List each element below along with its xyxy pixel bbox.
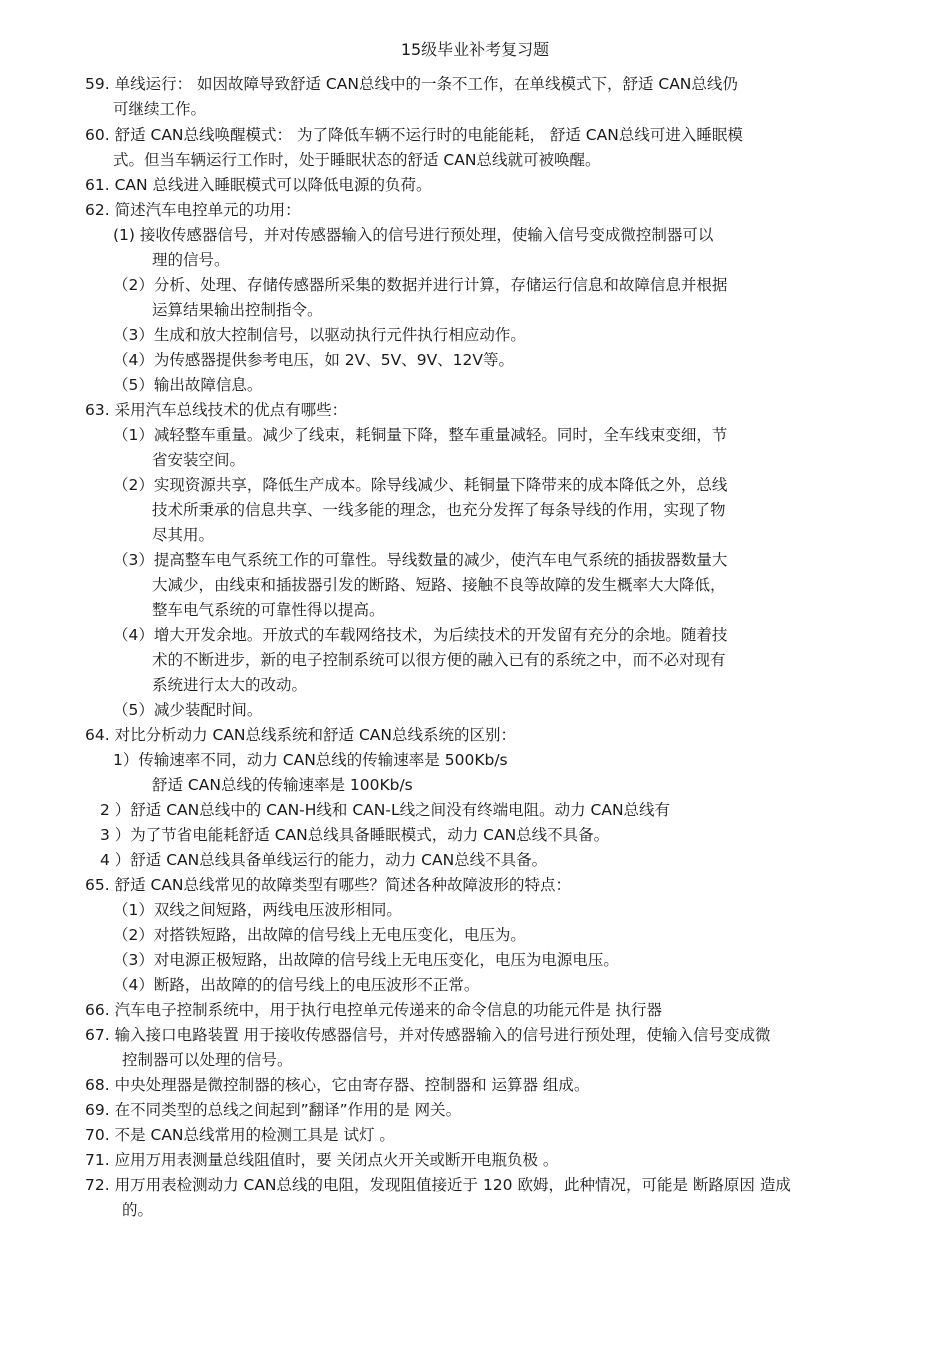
text-line: 65. 舒适 CAN总线常见的故障类型有哪些？简述各种故障波形的特点： (85, 876, 572, 894)
text-line: 68. 中央处理器是微控制器的核心，它由寄存器、控制器和 运算器 组成。 (85, 1076, 590, 1094)
text-line: 66. 汽车电子控制系统中，用于执行电控单元传递来的命令信息的功能元件是 执行器 (85, 1001, 663, 1019)
text-line: (1) 接收传感器信号，并对传感器输入的信号进行预处理，使输入信号变成微控制器可以 (113, 226, 714, 244)
text-line: 技术所秉承的信息共享、一线多能的理念，也充分发挥了每条导线的作用，实现了物 (152, 501, 726, 519)
text-line: 59. 单线运行： 如因故障导致舒适 CAN总线中的一条不工作，在单线模式下，舒适 CAN总线仍 (85, 75, 738, 93)
text-line: （5）减少装配时间。 (113, 701, 263, 719)
text-line: 省安装空间。 (152, 451, 246, 469)
text-line: 系统进行太大的改动。 (152, 676, 308, 694)
text-line: （5）输出故障信息。 (113, 376, 263, 394)
text-line: 控制器可以处理的信号。 (122, 1051, 293, 1069)
text-line: 整车电气系统的可靠性得以提高。 (152, 601, 385, 619)
text-line: （1）双线之间短路，两线电压波形相同。 (113, 901, 402, 919)
text-line: （2）分析、处理、存储传感器所采集的数据并进行计算，存储运行信息和故障信息并根据 (113, 276, 728, 294)
text-line: （1）减轻整车重量。减少了线束，耗铜量下降，整车重量减轻。同时，全车线束变细，节 (113, 426, 728, 444)
text-line: 式。但当车辆运行工作时，处于睡眠状态的舒适 CAN总线就可被唤醒。 (113, 151, 601, 169)
text-line: 尽其用。 (152, 526, 215, 544)
text-line: 60. 舒适 CAN总线唤醒模式： 为了降低车辆不运行时的电能能耗， 舒适 CAN总线可进入睡眠模 (85, 126, 743, 144)
text-line: 2 ）舒适 CAN总线中的 CAN-H线和 CAN-L线之间没有终端电阻。动力 CAN总线有 (100, 801, 671, 819)
text-line: 63. 采用汽车总线技术的优点有哪些： (85, 401, 348, 419)
text-line: （3）生成和放大控制信号，以驱动执行元件执行相应动作。 (113, 326, 526, 344)
text-line: （3）对电源正极短路，出故障的信号线上无电压变化，电压为电源电压。 (113, 951, 619, 969)
text-line: 3 ）为了节省电能耗舒适 CAN总线具备睡眠模式，动力 CAN总线不具备。 (100, 826, 610, 844)
text-line: 术的不断进步，新的电子控制系统可以很方便的融入已有的系统之中，而不必对现有 (152, 651, 726, 669)
text-line: 61. CAN 总线进入睡眠模式可以降低电源的负荷。 (85, 176, 432, 194)
text-line: （4）增大开发余地。开放式的车载网络技术，为后续技术的开发留有充分的余地。随着技 (113, 626, 728, 644)
text-line: 72. 用万用表检测动力 CAN总线的电阻，发现阻值接近于 120 欧姆，此种情况，可能是 断路原因 造成 (85, 1176, 791, 1194)
page-title: 15级毕业补考复习题 (400, 40, 550, 59)
text-line: 的。 (122, 1201, 154, 1219)
text-line: 理的信号。 (152, 251, 230, 269)
text-line: （3）提高整车电气系统工作的可靠性。导线数量的减少，使汽车电气系统的插拔器数量大 (113, 551, 728, 569)
text-line: 1）传输速率不同，动力 CAN总线的传输速率是 500Kb/s (113, 751, 508, 769)
text-line: （2）实现资源共享，降低生产成本。除导线减少、耗铜量下降带来的成本降低之外，总线 (113, 476, 728, 494)
text-line: 67. 输入接口电路装置 用于接收传感器信号，并对传感器输入的信号进行预处理，使输入信号变成微 (85, 1026, 771, 1044)
text-line: 可继续工作。 (113, 100, 207, 118)
text-line: 64. 对比分析动力 CAN总线系统和舒适 CAN总线系统的区别： (85, 726, 516, 744)
text-line: （4）为传感器提供参考电压，如 2V、5V、9V、12V等。 (113, 351, 515, 369)
text-line: 4 ）舒适 CAN总线具备单线运行的能力，动力 CAN总线不具备。 (100, 851, 548, 869)
text-line: 大减少，由线束和插拔器引发的断路、短路、接触不良等故障的发生概率大大降低， (152, 576, 726, 594)
text-line: 舒适 CAN总线的传输速率是 100Kb/s (152, 776, 413, 794)
text-line: 71. 应用万用表测量总线阻值时，要 关闭点火开关或断开电瓶负极 。 (85, 1151, 559, 1169)
text-line: （4）断路，出故障的的信号线上的电压波形不正常。 (113, 976, 480, 994)
text-line: 运算结果输出控制指令。 (152, 301, 323, 319)
text-line: 69. 在不同类型的总线之间起到”翻译”作用的是 网关。 (85, 1101, 462, 1119)
text-line: 62. 简述汽车电控单元的功用： (85, 201, 301, 219)
text-line: （2）对搭铁短路，出故障的信号线上无电压变化，电压为。 (113, 926, 526, 944)
text-line: 70. 不是 CAN总线常用的检测工具是 试灯 。 (85, 1126, 395, 1144)
